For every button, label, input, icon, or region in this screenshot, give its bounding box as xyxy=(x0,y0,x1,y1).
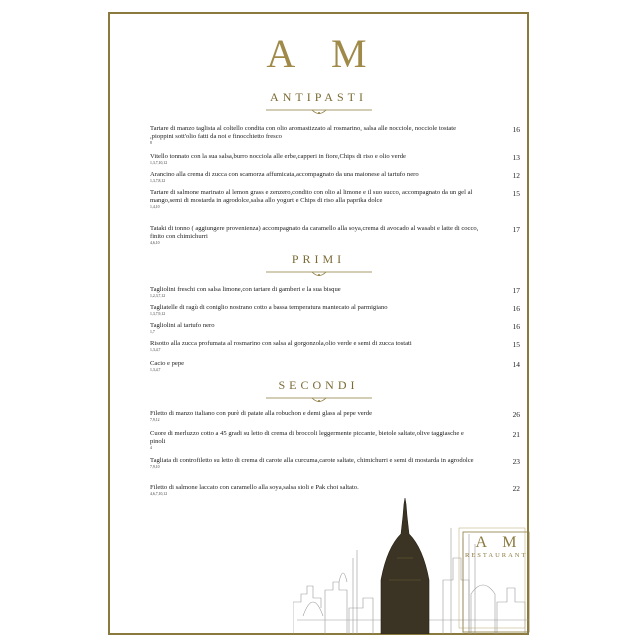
list-item xyxy=(150,322,520,335)
section-title: PRIMI xyxy=(291,252,346,266)
dish-price: 15 xyxy=(512,189,520,198)
dish-description: Arancino alla crema di zucca con scamorza affumicata,accompagnato da una maionese al tartufo nero xyxy=(150,171,419,178)
dish-description: Filetto di manzo italiano con purè di patate alla robuchon e demi glass al pepe verde xyxy=(150,410,373,417)
allergen-codes: 7,9,10 xyxy=(150,465,160,470)
dish-description: Cuore di merluzzo cotto a 45 gradi su letto di crema di broccoli leggermente piccante, bietole saltate,olive taggiasche e pinoli xyxy=(150,430,464,446)
restaurant-logo: A M xyxy=(266,31,381,76)
dish-price: 23 xyxy=(512,457,520,466)
list-item xyxy=(150,189,520,210)
dish-description: Tataki di tonno ( aggiungere provenienza) accompagnato da caramello alla soya,crema di avocado al wasabi e latte di cocco, finito con chimichurri xyxy=(150,225,479,241)
allergen-codes: 1,3,4,7 xyxy=(150,348,161,353)
dish-price: 15 xyxy=(512,340,520,349)
allergen-codes: 1,4,10 xyxy=(150,205,160,210)
sign-subtitle: RESTAURANT xyxy=(465,552,528,559)
dish-price: 16 xyxy=(512,322,520,331)
section-header-antipasti xyxy=(110,88,527,116)
section-header-primi xyxy=(110,250,527,278)
allergen-codes: 4,6,7,10,12 xyxy=(150,492,168,497)
allergen-codes: 7,9,12 xyxy=(150,418,160,423)
list-item xyxy=(150,286,520,299)
allergen-codes: 1,3,7,10,12 xyxy=(150,161,168,166)
restaurant-sign xyxy=(465,534,527,559)
sign-logo: A M xyxy=(475,534,523,551)
dish-price: 21 xyxy=(512,430,520,439)
list-item xyxy=(150,171,520,184)
ornament-divider-icon xyxy=(264,106,374,116)
list-item xyxy=(150,457,520,470)
allergen-codes: 4 xyxy=(150,446,152,451)
allergen-codes: 1,3,7,9,12 xyxy=(150,312,166,317)
dish-description: Tagliatelle di ragù di coniglio nostrano cotto a bassa temperatura mantecato al parmigiano xyxy=(150,304,388,311)
dish-description: Tagliolini freschi con salsa limone,con tartare di gamberi e la sua bisque xyxy=(150,286,341,293)
list-item xyxy=(150,340,520,353)
dish-description: Cacio e pepe xyxy=(150,360,185,367)
dish-description: Tagliolini al tartufo nero xyxy=(150,322,215,329)
allergen-codes: 1,2,3,7,12 xyxy=(150,294,166,299)
dish-price: 26 xyxy=(512,410,520,419)
dish-price: 17 xyxy=(512,286,520,295)
dish-price: 13 xyxy=(512,153,520,162)
section-title: ANTIPASTI xyxy=(270,90,367,104)
section-title: SECONDI xyxy=(278,378,359,392)
list-item xyxy=(150,410,520,423)
dish-description: Vitello tonnato con la sua salsa,burro nocciola alle erbe,capperi in fiore,Chips di riso e olio verde xyxy=(150,153,406,160)
dish-description: Filetto di salmone laccato con caramello alla soya,salsa sioli e Pak choi saltato. xyxy=(150,484,359,491)
turin-skyline-illustration-icon xyxy=(293,498,531,634)
list-item xyxy=(150,360,520,373)
dish-description: Tartare di salmone marinato al lemon grass e zenzero,condito con olio al limone e il suo succo, accompagnato da un gel al mango,semi di mostarda in agrodolce,salsa allo yogurt e Chips di riso alla paprika dolce xyxy=(150,189,473,205)
dish-price: 14 xyxy=(512,360,520,369)
dish-price: 17 xyxy=(512,225,520,234)
list-item xyxy=(150,153,520,166)
allergen-codes: 1,7 xyxy=(150,330,155,335)
allergen-codes: 1,3,4,7 xyxy=(150,368,161,373)
list-item xyxy=(150,225,520,246)
dish-price: 22 xyxy=(512,484,520,493)
dish-price: 12 xyxy=(512,171,520,180)
ornament-divider-icon xyxy=(264,268,374,278)
dish-description: Tartare di manzo taglista al coltello condita con olio aromastizzato al rosmarino, salsa alle nocciole, nocciole tostate ,pioppini sott'olio fatti da noi e finocchietto fresco xyxy=(150,125,457,141)
list-item xyxy=(150,304,520,317)
list-item xyxy=(150,484,520,497)
ornament-divider-icon xyxy=(264,394,374,404)
section-header-secondi xyxy=(110,376,527,404)
dish-description: Risotto alla zucca profumata al rosmarino con salsa al gorgonzola,olio verde e semi di zucca tostati xyxy=(150,340,412,347)
dish-price: 16 xyxy=(512,304,520,313)
menu-page xyxy=(108,12,529,635)
allergen-codes: 8 xyxy=(150,141,152,146)
allergen-codes: 1,3,7,8,12 xyxy=(150,179,166,184)
list-item xyxy=(150,125,520,146)
allergen-codes: 4,6,10 xyxy=(150,241,160,246)
dish-price: 16 xyxy=(512,125,520,134)
dish-description: Tagliata di controfiletto su letto di crema di carote alla curcuma,carote saltate, chimichurri e semi di mostarda in agrodolce xyxy=(150,457,474,464)
list-item xyxy=(150,430,520,451)
